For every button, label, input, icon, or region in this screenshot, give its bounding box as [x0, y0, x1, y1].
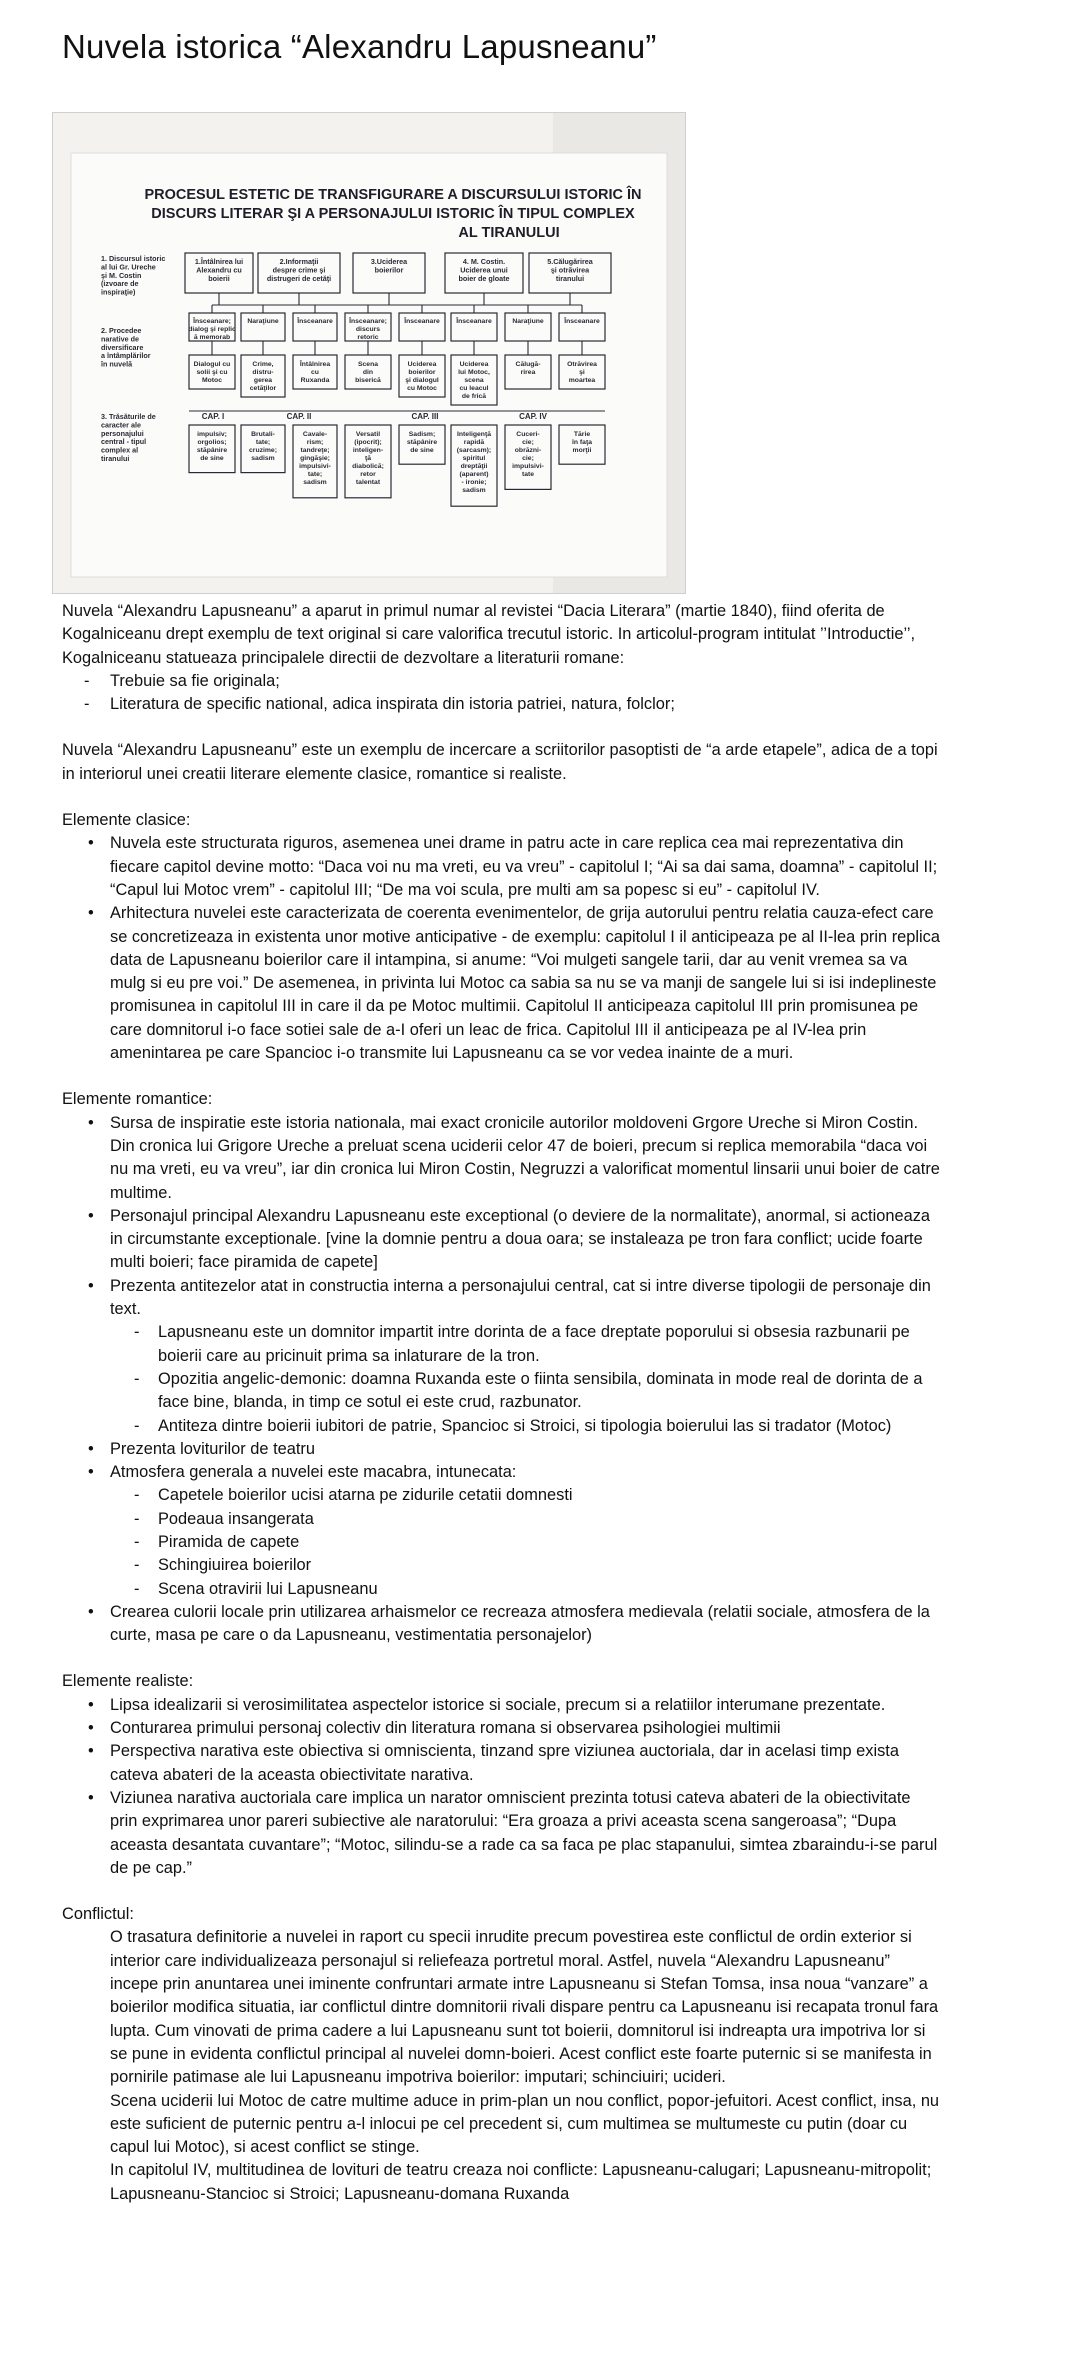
row3-text: Crime, distru-gerea cetăţilor: [249, 361, 277, 392]
romantice-subitem: - Podeaua insangerata: [110, 1508, 942, 1531]
section-heading-romantice: Elemente romantice:: [62, 1090, 213, 1109]
row4-text: Cuceri-cie; obrăzni-cie; impulsivi-tate: [512, 431, 544, 478]
romantice-subitem: - Piramida de capete: [110, 1531, 942, 1554]
romantice-item: • Personajul principal Alexandru Lapusneanu este exceptional (o deviere de la normalitate), anormal, si actioneaza in circumstante exceptionale. [vine la domnie pentru a doua oara; se instaleaza pe tron fara conflict; ucide foarte multi boieri; face piramida de capete]: [62, 1205, 942, 1275]
intro-paragraph-1: Nuvela “Alexandru Lapusneanu” a aparut in primul numar al revistei “Dacia Literara” (martie 1840), fiind oferita de Kogalniceanu drept exemplu de text original si care valorifica trecutul istoric. In articolul-program intitulat ’’Introductie’’, Kogalniceanu statueaza principalele directii de dezvoltare a literaturii romane:: [62, 602, 916, 667]
section-heading-clasice: Elemente clasice:: [62, 811, 191, 830]
chapter-label: CAP. III: [411, 412, 439, 421]
row4-text: Sadism; stăpânire de sine: [406, 431, 438, 454]
romantice-atmosfera-sublist: [110, 1484, 942, 1600]
left-label: 1. Discursul istoric al lui Gr. Ureche şi M. Costin (izvoare de inspiraţie): [101, 254, 166, 297]
romantice-subitem: - Lapusneanu este un domnitor impartit intre dorinta de a face dreptate poporului si obsesia razbunarii pe boierii care au pricinuit prima sa inlaturare de la tron.: [110, 1321, 942, 1368]
row2-text: Însceanare; dialog şi replic ă memorab: [188, 318, 236, 341]
row2-text: Naraţiune: [512, 318, 544, 325]
clasice-item: • Nuvela este structurata riguros, asemenea unei drame in patru acte in care replica cea mai reprezentativa din fiecare capitol devine motto: “Daca voi nu ma vreti, eu va vreu” - capitolul I; “Ai sa dai sama, doamna” - capitolul II; “Capul lui Motoc vrem” - capitolul III; “De ma voi scula, pre multi am sa popesc si eu” - capitolul IV.: [62, 832, 942, 902]
row3-text: Uciderea boierilor şi dialogul cu Motoc: [405, 361, 439, 392]
chapter-label: CAP. I: [201, 412, 225, 421]
romantice-subitem: - Capetele boierilor ucisi atarna pe zidurile cetatii domnesti: [110, 1484, 942, 1507]
romantice-subitem: - Scena otravirii lui Lapusneanu: [110, 1578, 942, 1601]
conflictul-paragraph: Scena uciderii lui Motoc de catre multime aduce in prim-plan un nou conflict, popor-jefuitori. Acest conflict, insa, nu este suficient de puternic pentru a-l inlocui pe cel precedent si, cum multimea se multumeste cu putin (doar cu capul lui Motoc), si acest conflict se stinge.: [110, 2091, 940, 2157]
conflictul-paragraph: O trasatura definitorie a nuvelei in raport cu specii inrudite precum povestirea este conflictul de ordin exterior si interior care individualizeaza personajul si reliefeaza portretul moral. Astfel, nuvela “Alexandru Lapusneanu” incepe prin anuntarea unei iminente confruntari armate intre Lapusneanu si Stefan Tomsa, insa noua “vanzare” a boierilor modifica situatia, iar conflictul dintre domnitorii rivali dispare pentru ca Lapusneanu isi recapata tronul fara lupta. Cum vinovati de prima cadere a lui Lapusneanu sunt tot boierii, domnitorul isi indreapta ura impotriva lor si se pune in evidenta conflictul principal al nuvelei domn-boieri. Acest conflict este foarte puternic si se manifesta in pornirile patimase ale lui Lapusneanu impotriva boierilor: imputari; schinciuiri; ucideri.: [110, 1928, 939, 2087]
intro-dash-item: - Trebuie sa fie originala;: [62, 670, 942, 693]
row4-text: Cavale-rism; tandreţe; gingăşie; impulsivi-tate; sadism: [299, 431, 331, 486]
row2-text: Însceanare: [404, 318, 440, 325]
row4-text: Inteligenţă rapidă (sarcasm); spiritul dreptăţii (aparent) - ironie; sadism: [456, 431, 492, 494]
diagram-heading-line3: AL TIRANULUI: [458, 225, 560, 241]
row4-text: Tărie în faţa morţii: [571, 431, 593, 454]
row2-text: Însceanare: [297, 318, 333, 325]
diagram-svg: [53, 113, 685, 593]
romantice-list: [62, 1112, 942, 1322]
romantice-subitem: - Opozitia angelic-demonic: doamna Ruxanda este o fiinta sensibila, dominata in mode real de dorinta de a face bine, blanda, in timp ce sotul ei este crud, razbunator.: [110, 1368, 942, 1415]
top-box-text: 3.Uciderea boierilor: [370, 257, 408, 275]
romantice-subitem: - Schingiuirea boierilor: [110, 1554, 942, 1577]
intro-paragraph-2: Nuvela “Alexandru Lapusneanu” este un exemplu de incercare a scriitorilor pasoptisti de “a arde etapele”, adica de a topi in interiorul unei creatii literare elemente clasice, romantice si realiste.: [62, 741, 938, 783]
diagram-heading-line1: PROCESUL ESTETIC DE TRANSFIGURARE A DISCURSULUI ISTORIC ÎN: [144, 187, 642, 203]
row3-text: Scena din biserică: [355, 361, 381, 384]
diagram-heading-line2: DISCURS LITERAR ŞI A PERSONAJULUI ISTORIC ÎN TIPUL COMPLEX: [151, 206, 635, 222]
romantice-antiteze-sublist: [110, 1321, 942, 1437]
chapter-label: CAP. IV: [519, 412, 547, 421]
document-body: [62, 600, 942, 2206]
row2-text: Însceanare: [456, 318, 492, 325]
romantice-item: • Prezenta antitezelor atat in constructia interna a personajului central, cat si intre diverse tipologii de personaje din text.: [62, 1275, 942, 1322]
realiste-item: • Lipsa idealizarii si verosimilitatea aspectelor istorice si sociale, precum si a relatiilor interumane prezentate.: [62, 1694, 942, 1717]
row3-text: Uciderea lui Motoc, scena cu leacul de frică: [458, 361, 490, 400]
row3-text: Întâlnirea cu Ruxanda: [299, 361, 331, 384]
romantice-item: • Prezenta loviturilor de teatru: [62, 1438, 942, 1461]
page-title: Nuvela istorica “Alexandru Lapusneanu”: [62, 28, 657, 65]
realiste-item: • Conturarea primului personaj colectiv din literatura romana si observarea psihologiei multimii: [62, 1717, 942, 1740]
clasice-item: • Arhitectura nuvelei este caracterizata de coerenta evenimentelor, de grija autorului pentru relatia cauza-efect care se concretizeaza in existenta unor motive anticipative - de exemplu: capitolul I il anticipeaza pe al II-lea prin replica data de Lapusneanu boierilor care il intampina, si anume: “Voi mulgeti sangele tarii, dar au venit vremea sa va mulg si eu pre voi.” De asemenea, in privinta lui Motoc ca sabia sa nu se va manji de sangele lui si isi indeplineste promisunea in capitolul III in care il da pe Motoc multimii. Capitolul II anticipeaza capitolul III prin promisunea pe care domnitorul i-o face sotiei sale de a-I oferi un leac de frica. Capitolul III il anticipeaza pe al IV-lea prin amenintarea pe care Spancioc i-o transmite lui Lapusneanu ca se vor vedea inainte de a muri.: [62, 902, 942, 1065]
intro-dash-item: - Literatura de specific national, adica inspirata din istoria patriei, natura, folclor;: [62, 693, 942, 716]
top-box-text: 2.Informaţii despre crime şi distrugeri de cetăţi: [266, 257, 332, 283]
chapter-label: CAP. II: [286, 412, 312, 421]
left-label: 2. Procedee narative de diversificare a întâmplărilor în nuvelă: [101, 326, 151, 369]
row3-text: Dialogul cu solii şi cu Motoc: [193, 361, 231, 384]
diagram-photo: [52, 112, 686, 594]
romantice-list-cont: [62, 1438, 942, 1485]
section-heading-realiste: Elemente realiste:: [62, 1672, 194, 1691]
romantice-item: • Sursa de inspiratie este istoria nationala, mai exact cronicile autorilor moldoveni Grgore Ureche si Miron Costin. Din cronica lui Grigore Ureche a preluat scena uciderii celor 47 de boieri, precum si replica memorabila “daca voi nu ma vreti, eu va vreu”, iar din cronica lui Miron Costin, Negruzzi a valorificat momentul linsarii unui boier de catre multime.: [62, 1112, 942, 1205]
row2-text: Naraţiune: [247, 318, 279, 325]
realiste-item: • Perspectiva narativa este obiectiva si omniscienta, tinzand spre viziunea auctoriala, dar in acelasi timp exista cateva abateri de la aceasta obiectivitate narativa.: [62, 1740, 942, 1787]
conflictul-paragraph: In capitolul IV, multitudinea de lovituri de teatru creaza noi conflicte: Lapusneanu-calugari; Lapusneanu-mitropolit; Lapusneanu-Stancioc si Stroici; Lapusneanu-domana Ruxanda: [110, 2161, 932, 2203]
left-label: 3. Trăsăturile de caracter ale personajului central - tipul complex al tiranului: [101, 412, 156, 463]
row3-text: Otrăvirea şi moartea: [567, 361, 597, 384]
top-box-text: 4. M. Costin. Uciderea unui boier de gloate: [458, 257, 510, 283]
row2-text: Însceanare; discurs retoric: [349, 318, 387, 341]
romantice-subitem: - Antiteza dintre boierii iubitori de patrie, Spancioc si Stroici, si tipologia boierului las si tradator (Motoc): [110, 1415, 942, 1438]
top-box-text: 5.Călugărirea şi otrăvirea tiranului: [547, 257, 593, 283]
row4-text: impulsiv; orgolios; stăpânire de sine: [196, 431, 228, 462]
realiste-item: • Viziunea narativa auctoriala care implica un narator omniscient prezinta totusi cateva abateri de la obiectivitate prin exprimarea unor pareri subiective ale naratorului: “Era groaza a privi aceasta scena sangeroasa”; “Dupa aceasta desantata cuvantare”; “Motoc, silindu-se a rade ca sa faca pe plac stapanului, simtea zbaraindu-i-se parul de pe cap.”: [62, 1787, 942, 1880]
row4-text: Versatil (ipocrit); inteligen-ţă diabolică; retor talentat: [352, 431, 384, 486]
romantice-list-end: [62, 1601, 942, 1648]
romantice-item: • Atmosfera generala a nuvelei este macabra, intunecata:: [62, 1461, 942, 1484]
section-heading-conflictul: Conflictul:: [62, 1905, 134, 1924]
clasice-list: [62, 832, 942, 1065]
realiste-list: [62, 1694, 942, 1880]
row4-text: Brutali-tate; cruzime; sadism: [249, 431, 277, 462]
row3-text: Călugă-rirea: [515, 361, 541, 376]
top-box-text: 1.Întâlnirea lui Alexandru cu boierii: [194, 257, 244, 283]
row2-text: Însceanare: [564, 318, 600, 325]
intro-dash-list: [62, 670, 942, 717]
romantice-item: • Crearea culorii locale prin utilizarea arhaismelor ce recreaza atmosfera medievala (relatii sociale, atmosfera de la curte, masa pe care o da Lapusneanu, vestimentatia personajelor): [62, 1601, 942, 1648]
